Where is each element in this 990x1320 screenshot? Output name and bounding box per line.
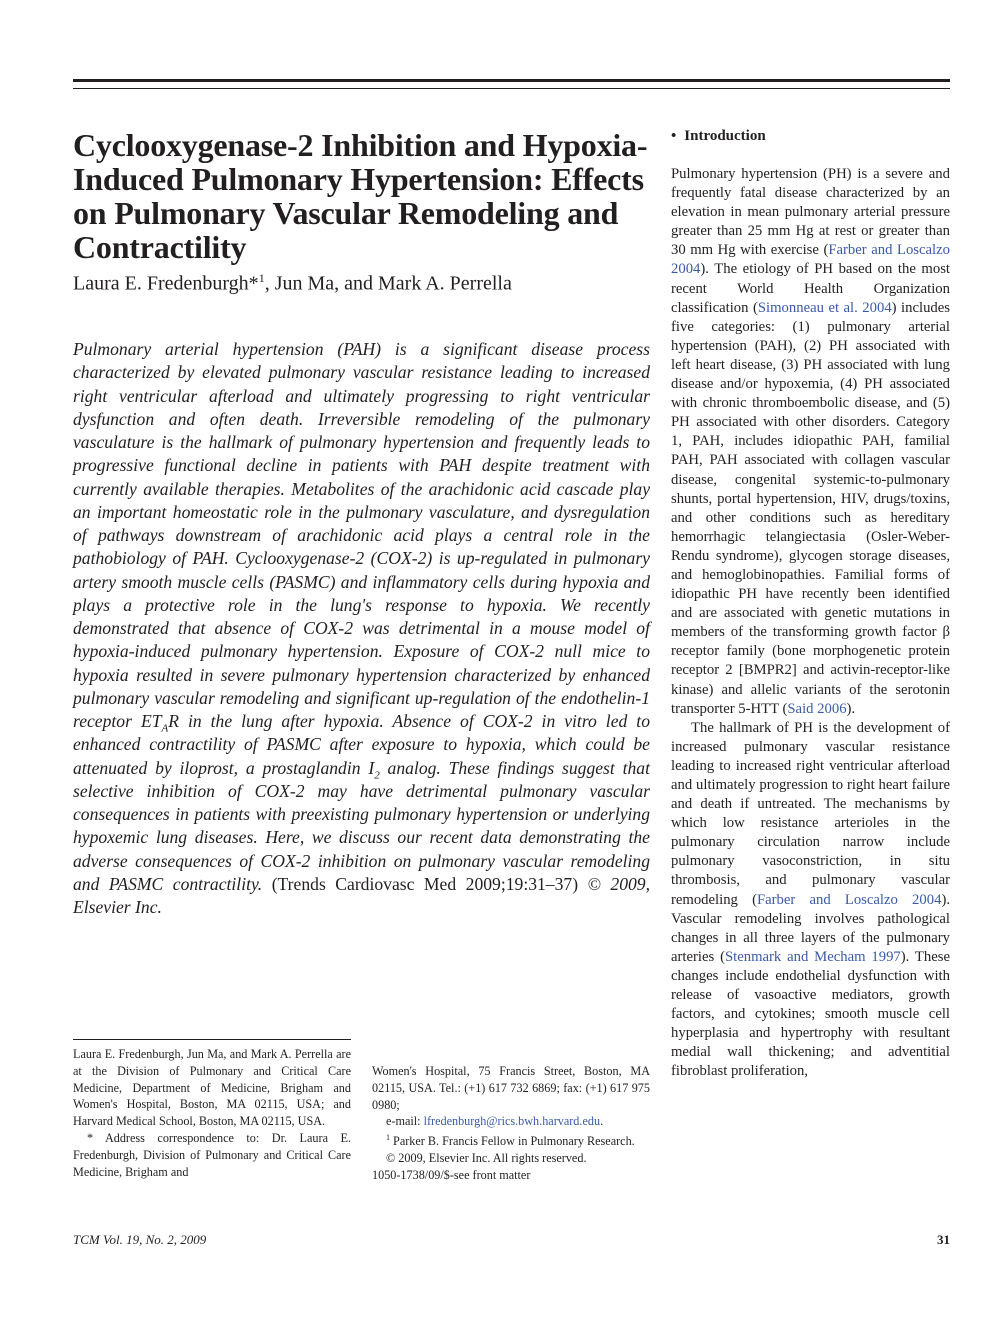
fellow-text: Parker B. Francis Fellow in Pulmonary Research.	[390, 1134, 635, 1149]
reference-link-said-2006[interactable]: Said 2006	[787, 700, 847, 717]
intro-p1-text-3: ) includes five categories: (1) pulmonary arterial hypertension (PAH), (2) PH associated with left heart disease, (3) PH associated with lung disease and/or hypoxemia, (4) PH associated with chronic thromboembolic disease, and (5) PH associated with other disorders. Category 1, PAH, includes idiopathic PAH, familial PAH, PAH associated with collagen vascular disease, congenital systemic-to-pulmonary shunts, portal hypertension, HIV, drugs/toxins, and other conditions such as hereditary hemorrhagic telangiectasia (Osler-Weber-Rendu syndrome), glycogen storage diseases, and hemoglobinopathies. Familial forms of idiopathic PH have recently been identified and are associated with genetic mutations in members of the transforming growth factor β receptor family (bone morphogenetic protein receptor 2 [BMPR2] and activin-receptor-like kinase) and allelic variants of the serotonin transporter 5-HTT (	[671, 299, 950, 717]
abstract-text-3: analog. These findings suggest that selective inhibition of COX-2 may have detrimental pulmonary vascular consequences in patients with preexisting pulmonary hypertension or underlying hypoxemic lung diseases. Here, we discuss our recent data demonstrating the adverse consequences of COX-2 inhibition on pulmonary vascular remodeling and PASMC contractility.	[73, 757, 650, 894]
copyright-note: © 2009, Elsevier Inc. All rights reserved.	[386, 1151, 587, 1166]
footnote-rule	[73, 1039, 351, 1040]
reference-link-stenmark-1997[interactable]: Stenmark and Mecham 1997	[724, 948, 901, 965]
abstract-text-2: R in the lung after hypoxia. Absence of COX-2 in vitro led to enhanced contractility of PASMC after exposure to hypoxia, which could be attenuated by iloprost, a prostaglandin I	[73, 711, 650, 778]
abstract-citation: (Trends Cardiovasc Med 2009;19:31–37)	[262, 873, 579, 894]
issn-note: 1050-1738/09/$-see front matter	[372, 1167, 531, 1182]
author-footnote-mark: 1	[258, 271, 265, 285]
email-label: e-mail:	[386, 1114, 424, 1129]
intro-p2-text-2: ). Vascular remodeling involves pathological changes in all three layers of the pulmonary arteries (	[671, 891, 951, 965]
correspondence-note: * Address correspondence to: Dr. Laura E. Fredenburgh, Division of Pulmonary and Critical Care Medicine, Brigham and	[73, 1130, 351, 1179]
correspondence-address: Women's Hospital, 75 Francis Street, Boston, MA 02115, USA. Tel.: (+1) 617 732 6869; fax: (+1) 617 975 0980;	[372, 1064, 650, 1112]
reference-link-farber-2004[interactable]: Farber and Loscalzo 2004	[671, 242, 950, 278]
intro-p2-text-3: ). These changes include endothelial dysfunction with release of vasoactive mediators, growth factors, and cytokines; smooth muscle cell hyperplasia and hypertrophy with resultant medial wall thickening; and adventitial fibroblast proliferation,	[671, 948, 950, 1080]
bullet-icon: •	[671, 128, 677, 144]
fellow-note	[372, 1130, 650, 1150]
abstract-subscript-a: A	[161, 722, 169, 735]
introduction-heading-text: Introduction	[684, 128, 766, 144]
page-number: 31	[937, 1232, 950, 1247]
introduction-body	[671, 165, 950, 1082]
fellow-footnote-mark: 1	[386, 1133, 390, 1143]
email-link[interactable]: lfredenburgh@rics.bwh.harvard.edu	[423, 1114, 601, 1129]
intro-p2-text-1: The hallmark of PH is the development of increased pulmonary vascular resistance leading to increased right ventricular afterload and ultimately progression to right heart failure and death if untreated. The mechanisms by which low resistance arterioles in the pulmonary circulation narrow include pulmonary vasoconstriction, in situ thrombosis, and pulmonary vascular remodeling (	[671, 719, 950, 908]
footnotes-right	[372, 1063, 650, 1184]
introduction-paragraph-1	[671, 165, 950, 719]
author-names-first: Laura E. Fredenburgh*	[73, 272, 259, 295]
header-rule-thin	[73, 88, 950, 89]
reference-link-simonneau-2004[interactable]: Simonneau et al. 2004	[757, 299, 892, 316]
author-names-rest: , Jun Ma, and Mark A. Perrella	[264, 272, 512, 295]
email-note	[372, 1113, 650, 1130]
author-list	[73, 266, 633, 296]
introduction-heading	[671, 128, 766, 145]
abstract-text-1: Pulmonary arterial hypertension (PAH) is a significant disease process characterized by elevated pulmonary vascular resistance leading to increased right ventricular afterload and ultimately progressing to right ventricular dysfunction and often death. Irreversible remodeling of the pulmonary vasculature is the hallmark of pulmonary hypertension and frequently leads to progressive functional decline in patients with PAH despite treatment with currently available therapies. Metabolites of the arachidonic acid cascade play an important homeostatic role in the pulmonary vasculature, and dysregulation of pathways downstream of arachidonic acid plays a central role in the pathobiology of PAH. Cyclooxygenase-2 (COX-2) is up-regulated in pulmonary artery smooth muscle cells (PASMC) and inflammatory cells during hypoxia and plays a protective role in the lung's response to hypoxia. We recently demonstrated that absence of COX-2 was detrimental in a mouse model of hypoxia-induced pulmonary hypertension. Exposure of COX-2 null mice to hypoxia resulted in severe pulmonary hypertension characterized by enhanced pulmonary vascular remodeling and significant up-regulation of the endothelin-1 receptor ET	[73, 339, 650, 731]
intro-p1-text-2: ). The etiology of PH based on the most recent World Health Organization classification (	[671, 261, 950, 316]
journal-footer: TCM Vol. 19, No. 2, 2009	[73, 1232, 207, 1247]
abstract	[73, 338, 650, 919]
affiliation-note: Laura E. Fredenburgh, Jun Ma, and Mark A. Perrella are at the Division of Pulmonary and Critical Care Medicine, Department of Medicine, Brigham and Women's Hospital, Boston, MA 02115, USA; and Harvard Medical School, Boston, MA 02115, USA.	[73, 1047, 351, 1129]
article-title: Cyclooxygenase-2 Inhibition and Hypoxia-Induced Pulmonary Hypertension: Effects on Pulmonary Vascular Remodeling and Contractility	[73, 127, 648, 265]
reference-link-farber-2004-b[interactable]: Farber and Loscalzo 2004	[756, 891, 942, 908]
email-end: .	[600, 1114, 604, 1129]
footnotes-left	[73, 1046, 351, 1180]
intro-p1-text-4: ).	[846, 700, 856, 717]
header-rule-thick	[73, 79, 950, 82]
abstract-copyright: © 2009, Elsevier Inc.	[73, 873, 650, 917]
abstract-subscript-2: 2	[374, 769, 380, 782]
intro-p1-text-1: Pulmonary hypertension (PH) is a severe and frequently fatal disease characterized by an elevation in mean pulmonary arterial pressure greater than 25 mm Hg at rest or greater than 30 mm Hg with exercise (	[671, 166, 950, 259]
introduction-paragraph-2	[671, 719, 950, 1082]
